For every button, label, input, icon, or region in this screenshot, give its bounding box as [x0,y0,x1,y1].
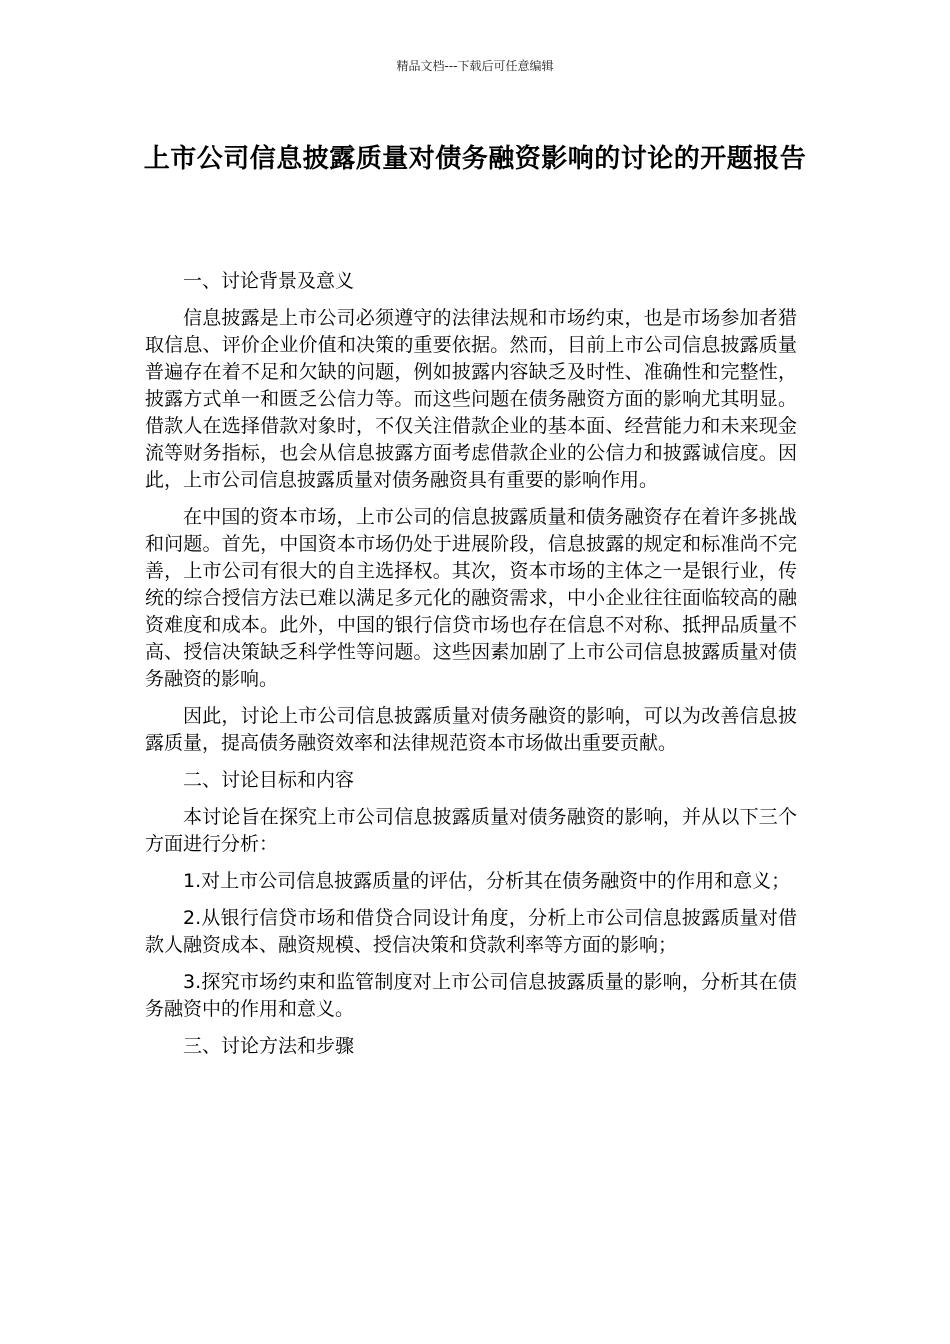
list-item-objective-3: 3.探究市场约束和监管制度对上市公司信息披露质量的影响，分析其在债务融资中的作用和意义。 [145,971,797,1020]
page-header-note: 精品文档---下载后可任意编辑 [396,59,554,73]
document-body [145,268,797,1070]
section-heading-methods: 三、讨论方法和步骤 [183,1035,355,1057]
paragraph-background-3: 因此，讨论上市公司信息披露质量对债务融资的影响，可以为改善信息披露质量，提高债务融资效率和法律规范资本市场做出重要贡献。 [145,705,797,754]
document-title: 上市公司信息披露质量对债务融资影响的讨论的开题报告 [143,144,807,174]
paragraph-objectives-intro: 本讨论旨在探究上市公司信息披露质量对债务融资的影响，并从以下三个方面进行分析： [145,806,797,855]
list-item-objective-2: 2.从银行信贷市场和借贷合同设计角度，分析上市公司信息披露质量对借款人融资成本、融资规模、授信决策和贷款利率等方面的影响； [145,907,797,956]
paragraph-background-2: 在中国的资本市场，上市公司的信息披露质量和债务融资存在着许多挑战和问题。首先，中国资本市场仍处于进展阶段，信息披露的规定和标准尚不完善，上市公司有很大的自主选择权。其次，资本市场的主体之一是银行业，传统的综合授信方法已难以满足多元化的融资需求，中小企业往往面临较高的融资难度和成本。此外，中国的银行信贷市场也存在信息不对称、抵押品质量不高、授信决策缺乏科学性等问题。这些因素加剧了上市公司信息披露质量对债务融资的影响。 [145,506,797,690]
list-item-objective-1: 1.对上市公司信息披露质量的评估，分析其在债务融资中的作用和意义； [183,870,791,892]
paragraph-background-1: 信息披露是上市公司必须遵守的法律法规和市场约束，也是市场参加者猎取信息、评价企业价值和决策的重要依据。然而，目前上市公司信息披露质量普遍存在着不足和欠缺的问题，例如披露内容缺乏及时性、准确性和完整性，披露方式单一和匮乏公信力等。而这些问题在债务融资方面的影响尤其明显。借款人在选择借款对象时，不仅关注借款企业的基本面、经营能力和未来现金流等财务指标，也会从信息披露方面考虑借款企业的公信力和披露诚信度。因此，上市公司信息披露质量对债务融资具有重要的影响作用。 [145,307,797,491]
section-heading-background: 一、讨论背景及意义 [183,270,355,292]
section-heading-objectives: 二、讨论目标和内容 [183,769,355,791]
